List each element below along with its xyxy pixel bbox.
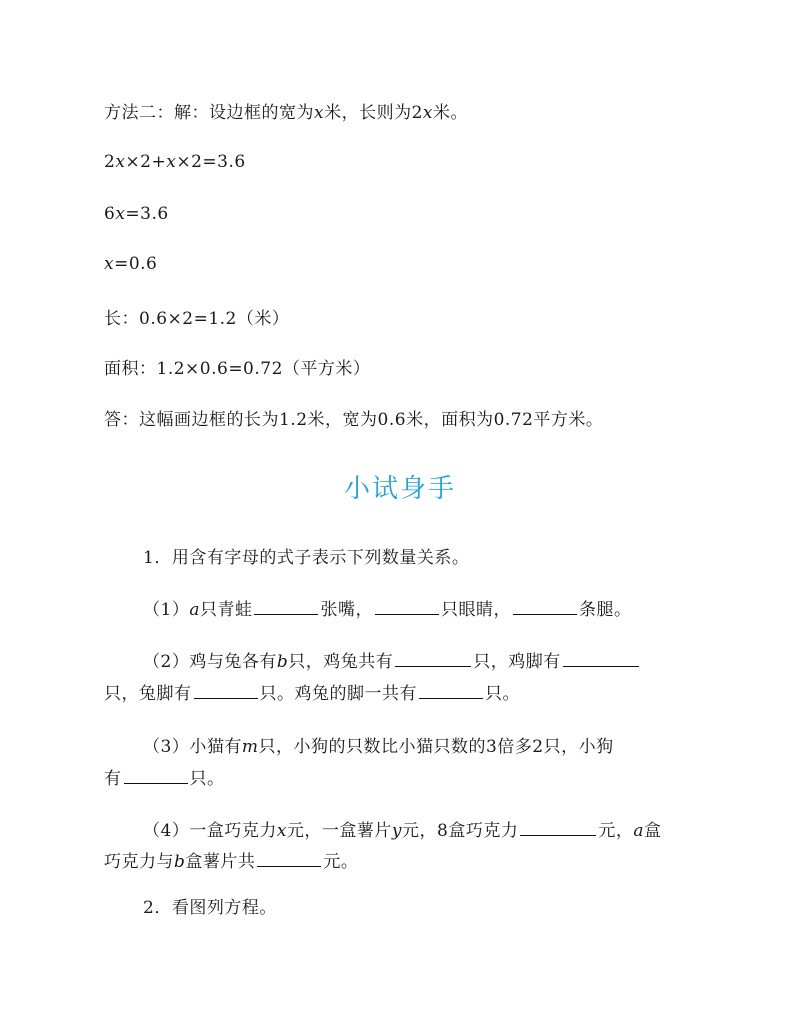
text: （2）鸡与兔各有 [143, 652, 277, 672]
question-1-part-2-line-2 [104, 679, 520, 704]
text: 米，长则为2 [324, 103, 423, 123]
text: 2 [104, 152, 116, 172]
text: 只青蛙 [199, 600, 253, 620]
section-title: 小试身手 [343, 474, 456, 504]
answer-blank[interactable] [395, 652, 471, 667]
text: 只。 [189, 769, 225, 789]
question-1-part-4-line-1 [143, 816, 662, 841]
text: 只。 [485, 684, 520, 704]
equation-1 [104, 152, 246, 172]
length-line: 长：0.6×2=1.2（米） [104, 309, 290, 329]
text: 只眼睛， [440, 600, 511, 620]
equation-3 [104, 254, 157, 274]
text: 盒 [644, 821, 662, 841]
text: 6 [104, 204, 116, 224]
text: 盒薯片共 [185, 852, 256, 872]
variable: x [314, 103, 325, 123]
answer-blank[interactable] [563, 652, 639, 667]
text: 只，鸡脚有 [473, 652, 561, 672]
question-2-heading: 2．看图列方程。 [143, 898, 277, 918]
variable: x [422, 103, 434, 123]
text: 元，一盒薯片 [286, 821, 392, 841]
answer-line: 答：这幅画边框的长为1.2米，宽为0.6米，面积为0.72平方米。 [104, 410, 604, 430]
text: （4）一盒巧克力 [143, 821, 277, 841]
method2-intro [104, 98, 468, 123]
text: 张嘴， [320, 600, 373, 620]
text: ×2=3.6 [176, 152, 246, 172]
text: 条腿。 [578, 600, 632, 620]
answer-blank[interactable] [513, 600, 577, 615]
text: 米。 [433, 103, 469, 123]
variable: x [115, 204, 126, 224]
variable: x [104, 254, 115, 274]
variable: a [189, 600, 200, 620]
text: 方法二：解：设边框的宽为 [104, 103, 314, 123]
question-1-part-3-line-2 [104, 764, 225, 789]
question-1-part-2-line-1 [143, 647, 641, 672]
answer-blank[interactable] [257, 852, 321, 867]
question-1-part-3-line-1 [143, 732, 614, 757]
answer-blank[interactable] [520, 821, 596, 836]
text: 只。鸡兔的脚一共有 [259, 684, 417, 704]
text: 元，8盒巧克力 [402, 821, 519, 841]
variable: x [276, 821, 287, 841]
text: 只，小狗的只数比小猫只数的3倍多2只，小狗 [258, 737, 614, 757]
text: 巧克力与 [104, 852, 174, 872]
variable: x [166, 152, 177, 172]
text: 只，鸡兔共有 [288, 652, 394, 672]
variable: b [174, 852, 186, 872]
variable: b [276, 652, 289, 672]
text: ×2+ [125, 152, 167, 172]
text: =0.6 [114, 254, 158, 274]
text: 元。 [323, 852, 359, 872]
answer-blank[interactable] [194, 684, 258, 699]
question-1-part-1 [143, 595, 631, 620]
answer-blank[interactable] [375, 600, 439, 615]
equation-2 [104, 204, 169, 224]
answer-blank[interactable] [419, 684, 483, 699]
answer-blank[interactable] [254, 600, 318, 615]
variable: x [115, 152, 126, 172]
text: 只，兔脚有 [104, 684, 192, 704]
text: （3）小猫有 [143, 737, 242, 757]
variable: m [241, 737, 259, 757]
variable: a [633, 821, 644, 841]
question-1-heading: 1．用含有字母的式子表示下列数量关系。 [143, 548, 470, 568]
question-1-part-4-line-2 [104, 847, 358, 872]
area-line: 面积：1.2×0.6=0.72（平方米） [104, 359, 371, 379]
text: 元， [598, 821, 634, 841]
text: （1） [143, 600, 190, 620]
text: =3.6 [125, 204, 169, 224]
answer-blank[interactable] [124, 769, 188, 784]
text: 有 [104, 769, 122, 789]
variable: y [391, 821, 403, 841]
